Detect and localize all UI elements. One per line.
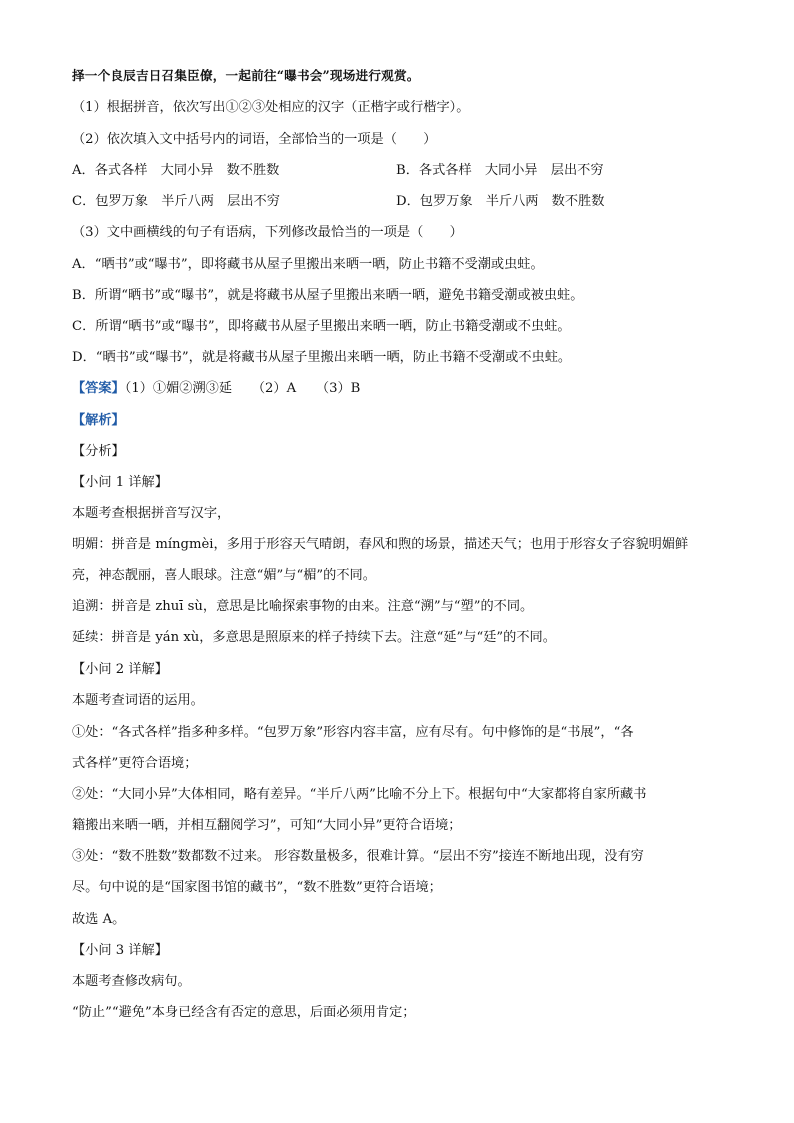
question-1: （1）根据拼音，依次写出①②③处相应的汉字（正楷字或行楷字）。 [72,100,470,115]
answer-text: （1）①媚②溯③延 （2）A （3）B [124,381,361,396]
sub1-line-3: 追溯：拼音是 zhuī sù，意思是比喻探索事物的由来。注意“溯”与“塑”的不同。 [72,599,534,614]
sub2-line-0: 本题考查词语的运用。 [72,693,204,708]
sub3-line-0: 本题考查修改病句。 [72,974,191,989]
sub2-line-2: 式各样”更符合语境； [72,756,198,771]
sub2-line-6: 尽。句中说的是“国家图书馆的藏书”，“数不胜数”更符合语境； [72,880,442,895]
q3-option-b: B．所谓“晒书”或“曝书”，就是将藏书从屋子里搬出来晒一晒，避免书籍受潮或被虫蛀。 [72,288,584,303]
q3-option-d: D．“晒书”或“曝书”，就是将藏书从屋子里搬出来晒一晒，防止书籍不受潮或不虫蛀。 [72,350,572,365]
intro-line: 择一个良辰吉日召集臣僚，一起前往“曝书会”现场进行观赏。 [72,68,420,83]
sub1-line-1: 明媚：拼音是 míngmèi，多用于形容天气晴朗，春风和煦的场景，描述天气；也用于形容女子容貌明媚鲜 [72,537,689,552]
fenxi-label: 【分析】 [72,444,125,459]
sub2-line-7: 故选 A。 [72,912,126,927]
question-2: （2）依次填入文中括号内的词语，全部恰当的一项是（ ） [72,132,437,147]
q2-option-c: C．包罗万象 半斤八两 层出不穷 [72,194,280,209]
q3-option-a: A．“晒书”或“曝书”，即将藏书从屋子里搬出来晒一晒，防止书籍不受潮或虫蛀。 [72,257,544,272]
sub1-title: 【小问 1 详解】 [72,475,168,490]
sub3-line-1: “防止”“避免”本身已经含有否定的意思，后面必须用肯定； [72,1005,416,1020]
question-3: （3）文中画横线的句子有语病，下列修改最恰当的一项是（ ） [72,225,463,240]
sub2-line-3: ②处：“大同小异”大体相同，略有差异。“半斤八两”比喻不分上下。根据句中“大家都将自家所藏书 [72,787,647,802]
sub3-title: 【小问 3 详解】 [72,943,168,958]
answer-label: 【答案】 [72,381,125,396]
q2-option-b: B．各式各样 大同小异 层出不穷 [396,163,604,178]
sub1-line-2: 亮，神态靓丽，喜人眼球。注意“媚”与“楣”的不同。 [72,568,376,583]
q2-option-a: A．各式各样 大同小异 数不胜数 [72,163,280,178]
sub2-title: 【小问 2 详解】 [72,662,168,677]
sub2-line-1: ①处：“各式各样”指多种多样。“包罗万象”形容内容丰富，应有尽有。句中修饰的是“书展”，“各 [72,725,634,740]
sub2-line-4: 籍搬出来晒一晒，并相互翻阅学习”，可知“大同小异”更符合语境； [72,818,462,833]
sub2-line-5: ③处：“数不胜数”数都数不过来。 形容数量极多，很难计算。“层出不穷”接连不断地出现，没有穷 [72,849,644,864]
analysis-label: 【解析】 [72,413,125,428]
sub1-line-4: 延续：拼音是 yán xù，多意思是照原来的样子持续下去。注意“延”与“廷”的不同。 [72,630,556,645]
q3-option-c: C．所谓“晒书”或“曝书”，即将藏书从屋子里搬出来晒一晒，防止书籍受潮或不虫蛀。 [72,319,571,334]
sub1-line-0: 本题考查根据拼音写汉字， [72,506,231,521]
q2-option-d: D．包罗万象 半斤八两 数不胜数 [396,194,605,209]
answer-line [72,379,734,399]
